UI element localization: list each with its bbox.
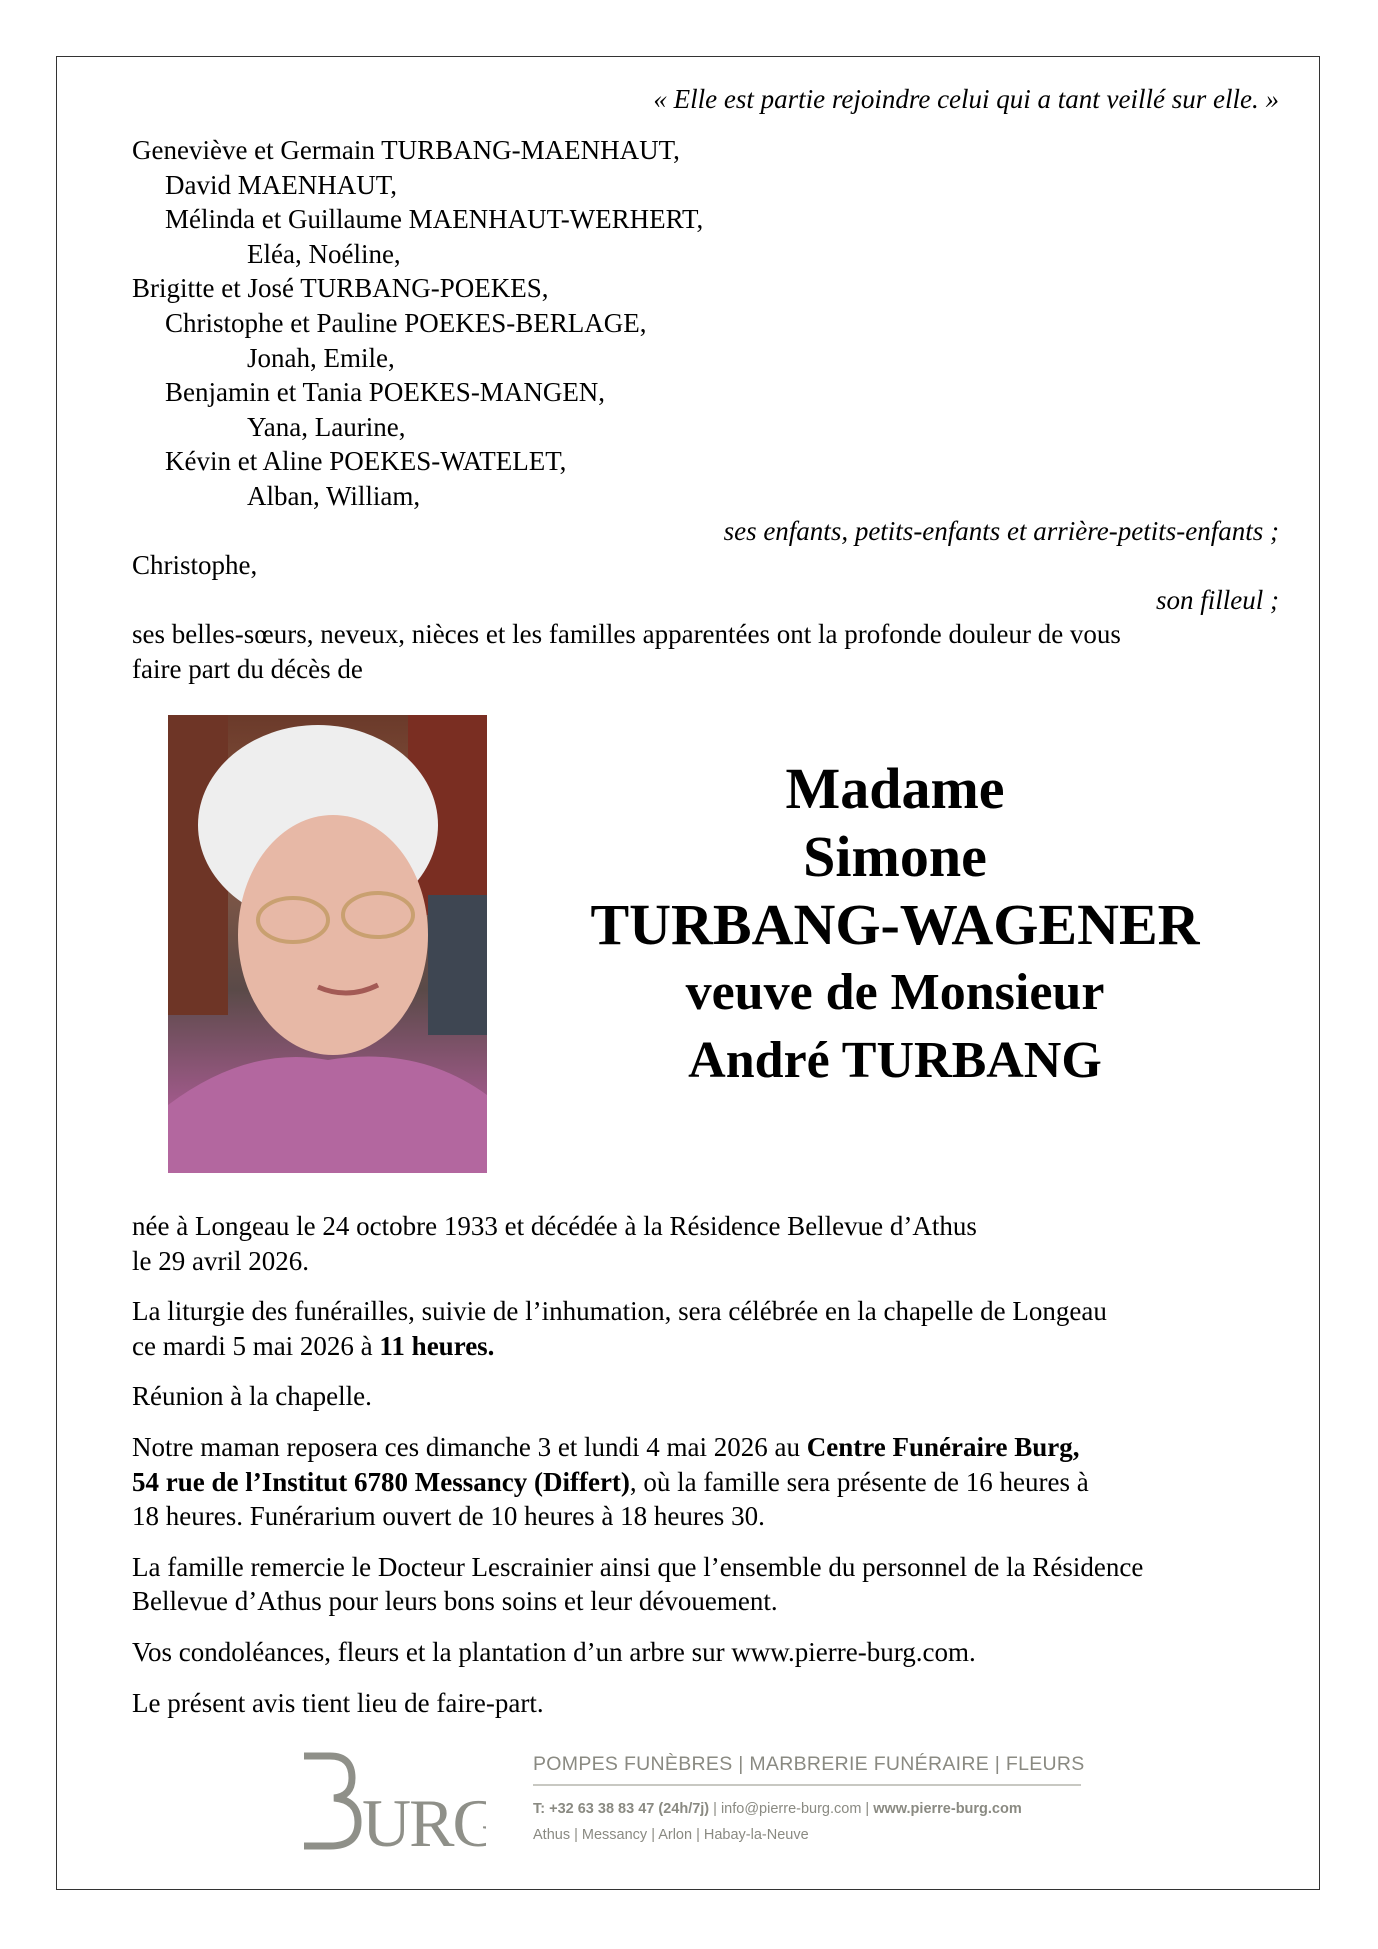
widow-of-line: veuve de Monsieur	[685, 964, 1105, 1021]
footer-contact-line	[533, 1796, 1081, 1822]
family-line: Eléa, Noéline,	[247, 238, 401, 269]
deceased-first-name: Simone	[803, 824, 987, 889]
paragraph	[132, 1209, 1292, 1278]
portrait-image	[168, 715, 487, 1173]
paragraph	[132, 1635, 1292, 1670]
footer-services: POMPES FUNÈBRES | MARBRERIE FUNÉRAIRE | FLEURS	[533, 1753, 1085, 1775]
text: ce mardi 5 mai 2026 à	[132, 1330, 380, 1361]
family-line: Brigitte et José TURBANG-POEKES,	[132, 273, 549, 304]
text: le 29 avril 2026.	[132, 1245, 309, 1276]
paragraph-line	[132, 1294, 1292, 1329]
text: née à Longeau le 24 octobre 1933 et décédée à la Résidence Bellevue d’Athus	[132, 1211, 977, 1241]
deceased-name-block	[560, 755, 1230, 1095]
family-line: ses belles-sœurs, neveux, nièces et les familles apparentées ont la profonde douleur de vous	[132, 619, 1121, 650]
burg-logo-icon	[300, 1752, 486, 1850]
footer-locations: Athus | Messancy | Arlon | Habay-la-Neuve	[533, 1827, 809, 1843]
paragraph-line	[132, 1379, 1292, 1414]
website-link: www.pierre-burg.com	[873, 1801, 1022, 1817]
paragraph	[132, 1550, 1292, 1619]
family-line: Jonah, Emile,	[247, 342, 395, 373]
email-address: | info@pierre-burg.com |	[709, 1801, 874, 1817]
text: 18 heures. Funérarium ouvert de 10 heures à 18 heures 30.	[132, 1501, 765, 1532]
paragraph	[132, 1686, 1292, 1721]
bold-text: 11 heures.	[379, 1330, 495, 1361]
text: Le présent avis tient lieu de faire-part.	[132, 1687, 544, 1718]
family-line: faire part du décès de	[132, 653, 363, 684]
phone-hours: (24h/7j)	[658, 1801, 710, 1817]
bold-text: 54 rue de l’Institut 6780 Messancy (Differt)	[132, 1466, 630, 1497]
text: Bellevue d’Athus pour leurs bons soins et leur dévouement.	[132, 1586, 778, 1617]
text: Réunion à la chapelle.	[132, 1381, 372, 1412]
paragraph-line	[132, 1430, 1292, 1465]
phone-number: T: +32 63 38 83 47	[533, 1801, 659, 1817]
family-line: Kévin et Aline POEKES-WATELET,	[165, 446, 567, 477]
paragraph-line	[132, 1244, 1292, 1279]
paragraph-line	[132, 1550, 1292, 1585]
paragraph-line	[132, 1686, 1292, 1721]
paragraph-line	[132, 1499, 1292, 1534]
svg-text:URG: URG	[362, 1785, 486, 1850]
portrait-photo	[168, 715, 487, 1173]
bold-text: Centre Funéraire Burg,	[806, 1431, 1080, 1462]
family-line: Christophe,	[132, 550, 258, 581]
family-line: Geneviève et Germain TURBANG-MAENHAUT,	[132, 135, 680, 165]
family-line: Benjamin et Tania POEKES-MANGEN,	[165, 377, 606, 408]
paragraph	[132, 1294, 1292, 1363]
paragraph-line	[132, 1465, 1292, 1500]
paragraph-line	[132, 1635, 1292, 1670]
paragraph-line	[132, 1584, 1292, 1619]
burg-logo	[300, 1752, 486, 1850]
paragraph	[132, 1430, 1292, 1534]
footer-divider	[533, 1784, 1081, 1786]
family-line: David MAENHAUT,	[165, 169, 397, 200]
deceased-last-name: TURBANG-WAGENER	[590, 892, 1200, 957]
text: La liturgie des funérailles, suivie de l’inhumation, sera célébrée en la chapelle de Longeau	[132, 1296, 1107, 1327]
family-line: ses enfants, petits-enfants et arrière-petits-enfants ;	[723, 515, 1279, 546]
text: La famille remercie le Docteur Lescrainier ainsi que l’ensemble du personnel de la Résidence	[132, 1551, 1144, 1582]
family-line: Christophe et Pauline POEKES-BERLAGE,	[165, 307, 647, 338]
family-list	[132, 133, 1279, 687]
announcement-body	[132, 1209, 1292, 1736]
footer-contact	[533, 1748, 1085, 1848]
paragraph-line	[132, 1209, 1292, 1244]
text: Notre maman reposera ces dimanche 3 et lundi 4 mai 2026 au	[132, 1431, 807, 1462]
family-line: Yana, Laurine,	[247, 411, 406, 442]
epigraph-quote: « Elle est partie rejoindre celui qui a tant veillé sur elle. »	[653, 84, 1279, 114]
deceased-title: Madame	[785, 756, 1005, 821]
family-line: Mélinda et Guillaume MAENHAUT-WERHERT,	[165, 204, 704, 235]
text: , où la famille sera présente de 16 heures à	[629, 1466, 1089, 1497]
family-line: son filleul ;	[1156, 584, 1279, 615]
paragraph	[132, 1379, 1292, 1414]
paragraph-line	[132, 1329, 1292, 1364]
husband-name: André TURBANG	[688, 1032, 1102, 1089]
family-line: Alban, William,	[247, 480, 421, 511]
text: Vos condoléances, fleurs et la plantation d’un arbre sur www.pierre-burg.com.	[132, 1636, 976, 1667]
